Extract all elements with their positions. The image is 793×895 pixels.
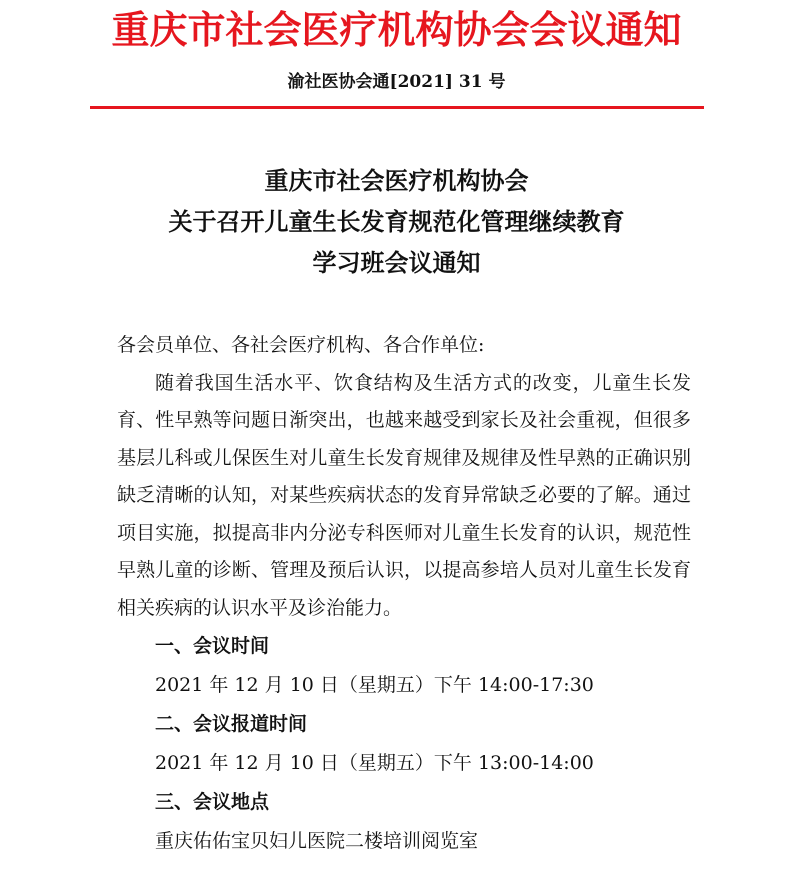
organization-header-title: 重庆市社会医疗机构协会会议通知 — [111, 7, 682, 52]
document-number: 渝社医协会通[2021] 31 号 — [287, 72, 506, 92]
notice-title — [0, 160, 793, 283]
section-heading-registration-time: 二、会议报道时间 — [155, 713, 308, 735]
intro-paragraph: 随着我国生活水平、饮食结构及生活方式的改变，儿童生长发育、性早熟等问题日渐突出，也越来越受到家长及社会重视，但很多基层儿科或儿保医生对儿童生长发育规律及规律及性早熟的正确识别缺乏清晰的认知，对某些疾病状态的发育异常缺乏必要的了解。通过项目实施，拟提高非内分泌专科医师对儿童生长发育的认识，规范性早熟儿童的诊断、管理及预后认识，以提高参培人员对儿童生长发育相关疾病的认识水平及诊治能力。 — [117, 371, 691, 619]
section-heading-meeting-location: 三、会议地点 — [155, 791, 270, 813]
notice-title-line-3: 学习班会议通知 — [312, 248, 481, 277]
salutation: 各会员单位、各社会医疗机构、各合作单位: — [117, 334, 485, 356]
notice-body — [117, 327, 691, 861]
section-heading-meeting-time: 一、会议时间 — [155, 635, 270, 657]
notice-title-line-2: 关于召开儿童生长发育规范化管理继续教育 — [168, 207, 625, 236]
notice-title-line-1: 重庆市社会医疗机构协会 — [264, 166, 529, 195]
section-detail-meeting-location: 重庆佑佑宝贝妇儿医院二楼培训阅览室 — [155, 830, 479, 852]
red-divider-line — [90, 106, 704, 109]
section-detail-registration-time: 2021 年 12 月 10 日（星期五）下午 13:00-14:00 — [155, 752, 594, 774]
section-detail-meeting-time: 2021 年 12 月 10 日（星期五）下午 14:00-17:30 — [155, 674, 594, 696]
